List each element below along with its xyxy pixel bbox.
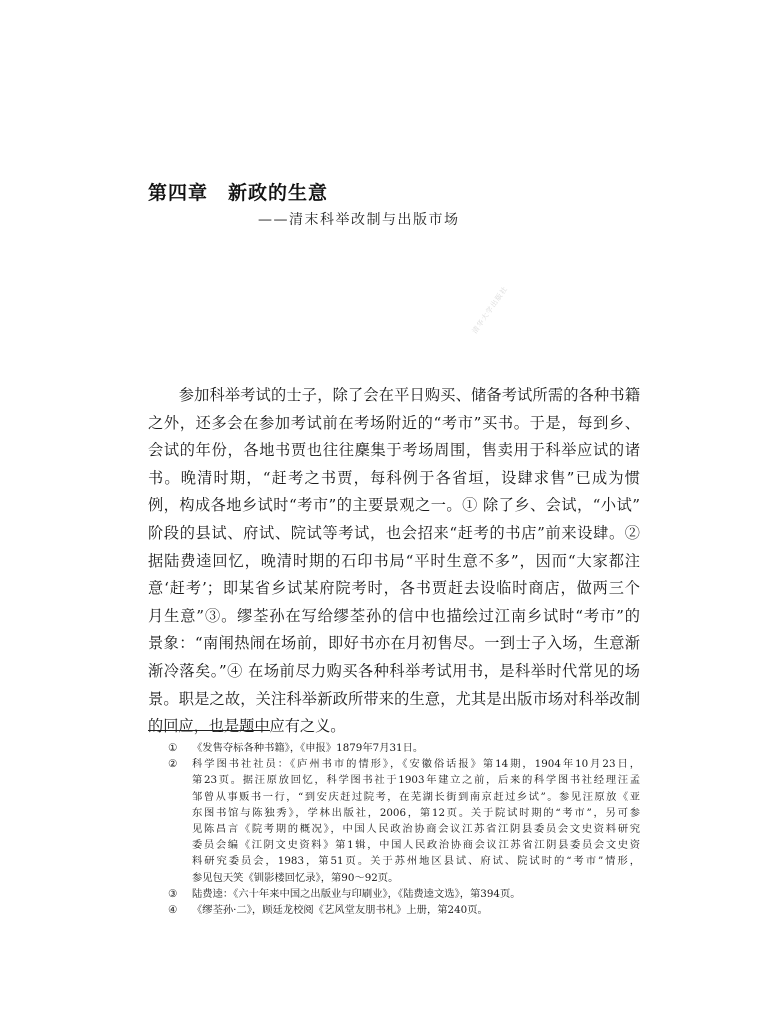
footnote-line: 《发售夺标各种书籍》，《申报》1879年7月31日。 bbox=[192, 742, 424, 754]
footnote-marker: ③ bbox=[168, 887, 178, 900]
footnote bbox=[168, 902, 640, 918]
body-line: 月生意”③。缪荃孙在写给缪荃孙的信中也描绘过江南乡试时“考市”的 bbox=[148, 606, 640, 625]
watermark: 清华大学出版社 bbox=[470, 284, 510, 336]
footnotes bbox=[168, 740, 640, 918]
body-line: 会试的年份，各地书贾也往往麇集于考场周围，售卖用于科举应试的诸 bbox=[148, 441, 640, 460]
body-line: 景。职是之故，关注科举新政所带来的生意，尤其是出版市场对科举改制 bbox=[148, 689, 640, 708]
footnote-divider bbox=[148, 730, 270, 731]
footnote bbox=[168, 756, 640, 886]
body-line: 的回应，也是题中应有之义。 bbox=[148, 717, 346, 736]
footnote-line: 委员会编《江阴文史资料》第1辑，中国人民政治协商会议江苏省江阴县委员会文史资 bbox=[192, 839, 640, 852]
body-line: 书。晚清时期，“赶考之书贾，每科例于各省垣，设肆求售”已成为惯 bbox=[148, 468, 640, 487]
chapter-subtitle: ——清末科举改制与出版市场 bbox=[258, 212, 460, 228]
footnote bbox=[168, 740, 640, 756]
body-line: 意‘赶考’；即某省乡试某府院考时，各书贾赶去设临时商店，做两三个 bbox=[148, 579, 640, 598]
footnote-line: 第23页。据汪原放回忆，科学图书社于1903年建立之前，后来的科学图书社经理汪孟 bbox=[192, 774, 640, 787]
footnote-marker: ① bbox=[168, 742, 178, 754]
chapter-title: 第四章 新政的生意 bbox=[148, 182, 329, 204]
footnote-line: 科学图书社社员：《庐州书市的情形》，《安徽俗话报》第14期，1904年10月23日， bbox=[192, 758, 640, 771]
footnote-line: 见陈昌言《院考期的概况》，中国人民政治协商会议江苏省江阴县委员会文史资料研究 bbox=[192, 823, 640, 836]
body-paragraph bbox=[148, 382, 640, 741]
footnote-line: 陆费逵：《六十年来中国之出版业与印刷业》，《陆费逵文选》，第394页。 bbox=[192, 887, 521, 900]
footnote bbox=[168, 886, 640, 902]
body-line: 据陆费逵回忆，晚清时期的石印书局“平时生意不多”，因而“大家都注 bbox=[148, 551, 640, 570]
footnote-line: 《缪荃孙·二》，顾廷龙校阅《艺风堂友朋书札》上册，第240页。 bbox=[192, 904, 488, 917]
body-line: 例，构成各地乡试时“考市”的主要景观之一。① 除了乡、会试，“小试” bbox=[148, 496, 640, 515]
body-line: 阶段的县试、府试、院试等考试，也会招来“赶考的书店”前来设肆。② bbox=[148, 523, 640, 542]
body-line: 景象：“南闱热闹在场前，即好书亦在月初售尽。一到士子入场，生意渐 bbox=[148, 634, 640, 653]
body-line: 之外，还多会在参加考试前在考场附近的“考市”买书。于是，每到乡、 bbox=[148, 413, 640, 432]
footnote-line: 邹曾从事贩书一行，“到安庆赶过院考，在芜湖长街到南京赶过乡试”。参见汪原放《亚 bbox=[192, 790, 640, 803]
body-line: 渐冷落矣。”④ 在场前尽力购买各种科举考试用书，是科举时代常见的场 bbox=[148, 661, 640, 680]
footnote-line: 料研究委员会，1983，第51页。关于苏州地区县试、府试、院试时的“考市”情形， bbox=[192, 855, 640, 868]
footnote-line: 参见包天笑《钏影楼回忆录》，第90～92页。 bbox=[192, 871, 399, 884]
footnote-line: 东图书馆与陈独秀》，学林出版社，2006，第12页。关于院试时期的“考市”，另可参 bbox=[192, 806, 640, 819]
footnote-marker: ④ bbox=[168, 904, 178, 917]
body-line: 参加科举考试的士子，除了会在平日购买、储备考试所需的各种书籍 bbox=[148, 386, 640, 404]
footnote-marker: ② bbox=[168, 758, 178, 771]
